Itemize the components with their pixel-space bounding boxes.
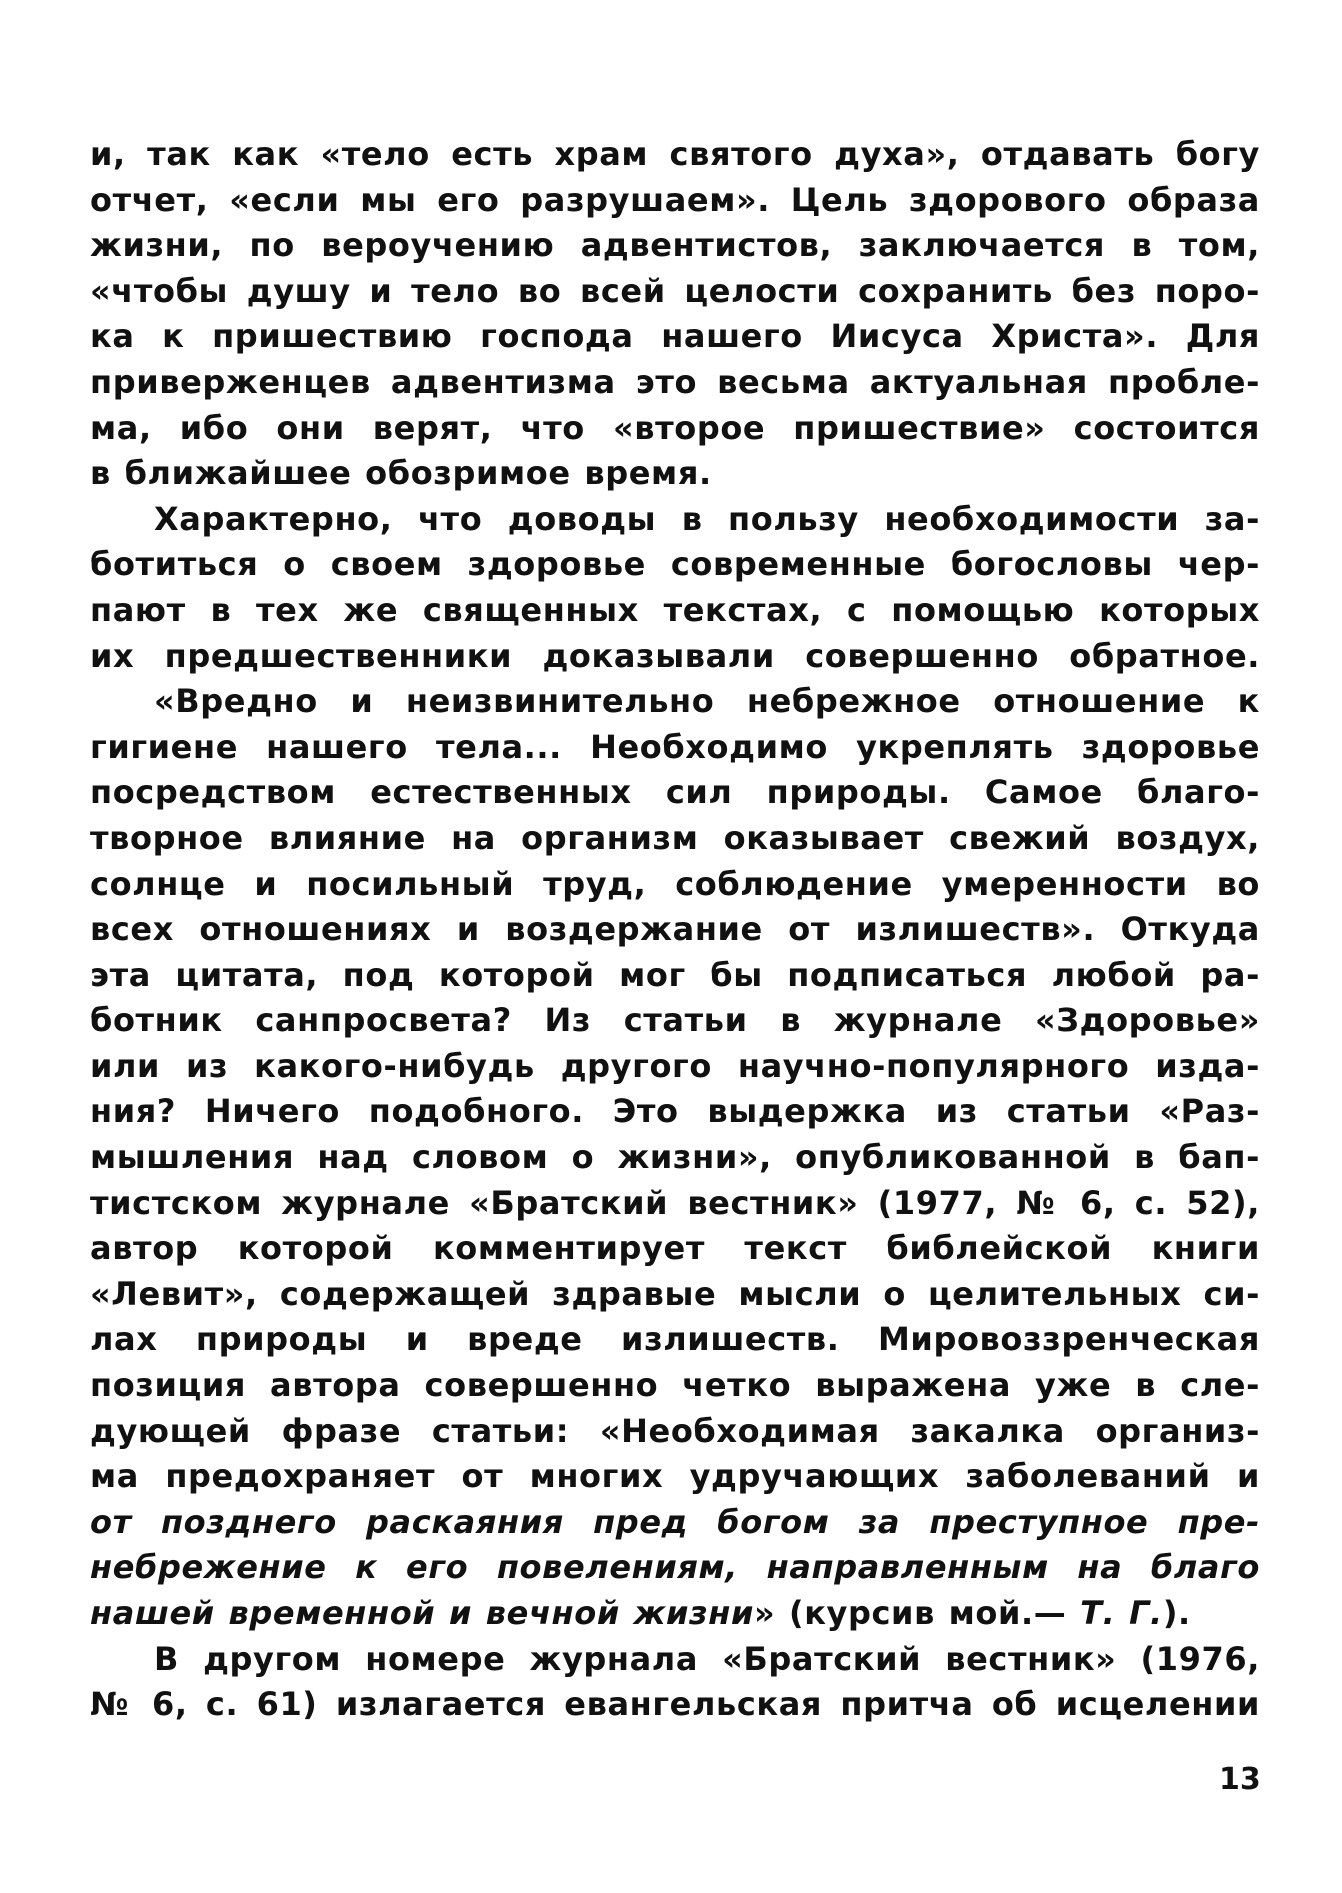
plain-text: ).	[1162, 1594, 1191, 1632]
text-line-italic	[90, 1545, 1260, 1591]
text-line: приверженцев адвентизма это весьма актуальная пробле-	[90, 362, 1260, 401]
text-line: «Левит», содержащей здравые мысли о целительных си-	[90, 1274, 1260, 1313]
text-line: Характерно, что доводы в пользу необходимости за-	[154, 499, 1260, 538]
italic-text: от позднего раскаяния пред богом за преступное пре-	[90, 1502, 1260, 1541]
text-line: ма предохраняет от многих удручающих заболеваний и	[90, 1457, 1260, 1496]
text-line: «чтобы душу и тело во всей целости сохранить без поро-	[90, 271, 1260, 310]
text-line: ка к пришествию господа нашего Иисуса Христа». Для	[90, 317, 1260, 356]
text-line: пают в тех же священных текстах, с помощью которых	[90, 590, 1260, 629]
text-line: автор которой комментирует текст библейской книги	[90, 1229, 1260, 1268]
text-line: № 6, с. 61) излагается евангельская притча об исцелении	[90, 1685, 1260, 1724]
text-line: ботник санпросвета? Из статьи в журнале «Здоровье»	[90, 1001, 1260, 1040]
text-line: творное влияние на организм оказывает свежий воздух,	[90, 818, 1260, 857]
text-line: лах природы и вреде излишеств. Мировоззренческая	[90, 1320, 1260, 1359]
text-line: всех отношениях и воздержание от излишеств». Откуда	[90, 910, 1260, 949]
italic-text: небрежение к его повелениям, направленным на благо	[90, 1548, 1260, 1587]
text-line: отчет, «если мы его разрушаем». Цель здорового образа	[90, 180, 1260, 219]
plain-text: » (курсив мой.—	[753, 1594, 1081, 1632]
text-line: позиция автора совершенно четко выражена уже в сле-	[90, 1366, 1260, 1405]
text-line-italic	[90, 1500, 1260, 1546]
text-line: дующей фразе статьи: «Необходимая закалка организ-	[90, 1411, 1260, 1450]
text-line: или из какого-нибудь другого научно-популярного изда-	[90, 1046, 1260, 1085]
text-line: В другом номере журнала «Братский вестник» (1976,	[154, 1639, 1260, 1678]
text-line: мышления над словом о жизни», опубликованной в бап-	[90, 1138, 1260, 1177]
text-line: ния? Ничего подобного. Это выдержка из статьи «Раз-	[90, 1092, 1260, 1131]
text-line: гигиене нашего тела... Необходимо укреплять здоровье	[90, 727, 1260, 766]
author-initials: Т. Г.	[1080, 1594, 1163, 1632]
text-line: и, так как «тело есть храм святого духа», отдавать богу	[90, 135, 1260, 173]
text-line: «Вредно и неизвинительно небрежное отношение к	[154, 682, 1260, 721]
text-line: их предшественники доказывали совершенно обратное.	[90, 636, 1260, 675]
text-line: тистском журнале «Братский вестник» (1977, № 6, с. 52),	[90, 1183, 1260, 1222]
body-text	[90, 132, 1260, 1728]
text-line: солнце и посильный труд, соблюдение умеренности во	[90, 864, 1260, 903]
text-line: посредством естественных сил природы. Самое благо-	[90, 773, 1260, 812]
text-line: жизни, по вероучению адвентистов, заключается в том,	[90, 226, 1260, 265]
text-line-mixed	[90, 1591, 1260, 1637]
italic-text: нашей временной и вечной жизни	[90, 1594, 754, 1632]
text-line: в ближайшее обозримое время.	[90, 454, 712, 493]
page-number: 13	[1219, 1762, 1261, 1797]
text-line: эта цитата, под которой мог бы подписаться любой ра-	[90, 955, 1260, 994]
text-line: ма, ибо они верят, что «второе пришествие» состоится	[90, 408, 1260, 447]
text-line: ботиться о своем здоровье современные богословы чер-	[90, 545, 1260, 584]
